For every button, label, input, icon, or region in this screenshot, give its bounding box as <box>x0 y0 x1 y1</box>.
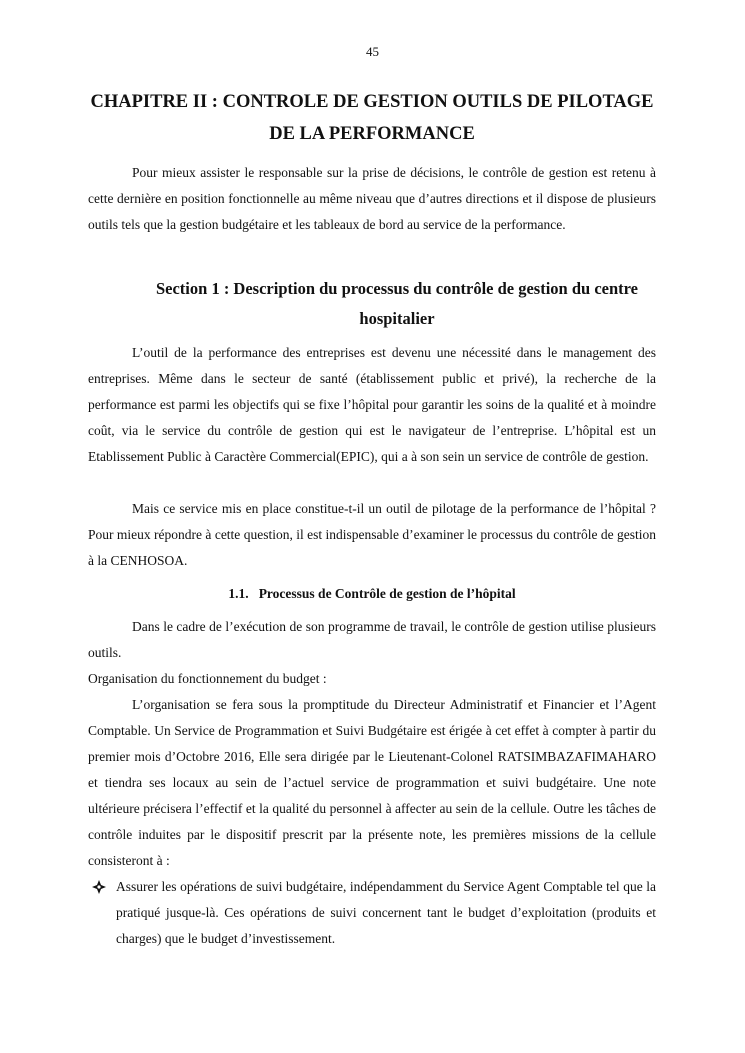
intro-paragraph: Pour mieux assister le responsable sur la prise de décisions, le contrôle de gestion est retenu à cette dernière en position fonctionnelle au même niveau que d’autres directions et il dispose de plusieurs outils tels que la gestion budgétaire et les tableaux de bord au service de la performance. <box>88 165 656 232</box>
chapter-title: CHAPITRE II : CONTROLE DE GESTION OUTILS DE PILOTAGE DE LA PERFORMANCE <box>90 92 654 144</box>
organisation-heading: Organisation du fonctionnement du budget : <box>88 671 327 686</box>
subsection-number: 1.1. <box>228 586 249 601</box>
bullet-item: Assurer les opérations de suivi budgétaire, indépendamment du Service Agent Comptable tel que la pratiqué jusque-là. Ces opérations de suivi concernent tant le budget d’exploitation (produits et charges) que le budget d’investissement. <box>116 879 656 946</box>
diamond-bullet-icon <box>92 880 106 894</box>
subsection-paragraph-1: Dans le cadre de l’exécution de son programme de travail, le contrôle de gestion utilise plusieurs outils. <box>88 619 656 660</box>
subsection-heading: Processus de Contrôle de gestion de l’hôpital <box>258 586 516 601</box>
section-paragraph-1: L’outil de la performance des entreprises est devenu une nécessité dans le management des entreprises. Même dans le secteur de santé (établissement public et privé), la recherche de la performance est parmi les objectifs qui se fixe l’hôpital pour garantir les soins de la qualité et à moindre coût, via le service du contrôle de gestion qui est le navigateur de l’entreprise. L’hôpital est un Etablissement Public à Caractère Commercial(EPIC), qui a à son sein un service de contrôle de gestion. <box>88 345 656 464</box>
section-title: Section 1 : Description du processus du contrôle de gestion du centre hospitalier <box>155 279 638 328</box>
subsection-paragraph-2: L’organisation se fera sous la promptitude du Directeur Administratif et Financier et l’Agent Comptable. Un Service de Programmation et Suivi Budgétaire est érigée à cet effet à compter à partir du premier mois d’Octobre 2016, Elle sera dirigée par le Lieutenant-Colonel RATSIMBAZAFIMAHARO et tiendra ses locaux au sein de l’actuel service de programmation et suivi budgétaire. Une note ultérieure précisera l’effectif et la qualité du personnel à affecter au sein de la cellule. Outre les tâches de contrôle induites par le dispositif prescrit par la présente note, les premières missions de la cellule consisteront à : <box>88 697 656 868</box>
subsection-title <box>88 584 656 604</box>
section-paragraph-2: Mais ce service mis en place constitue-t-il un outil de pilotage de la performance de l’hôpital ? Pour mieux répondre à cette question, il est indispensable d’examiner le processus du contrôle de gestion à la CENHOSOA. <box>88 501 656 568</box>
page-number: 45 <box>366 44 379 59</box>
